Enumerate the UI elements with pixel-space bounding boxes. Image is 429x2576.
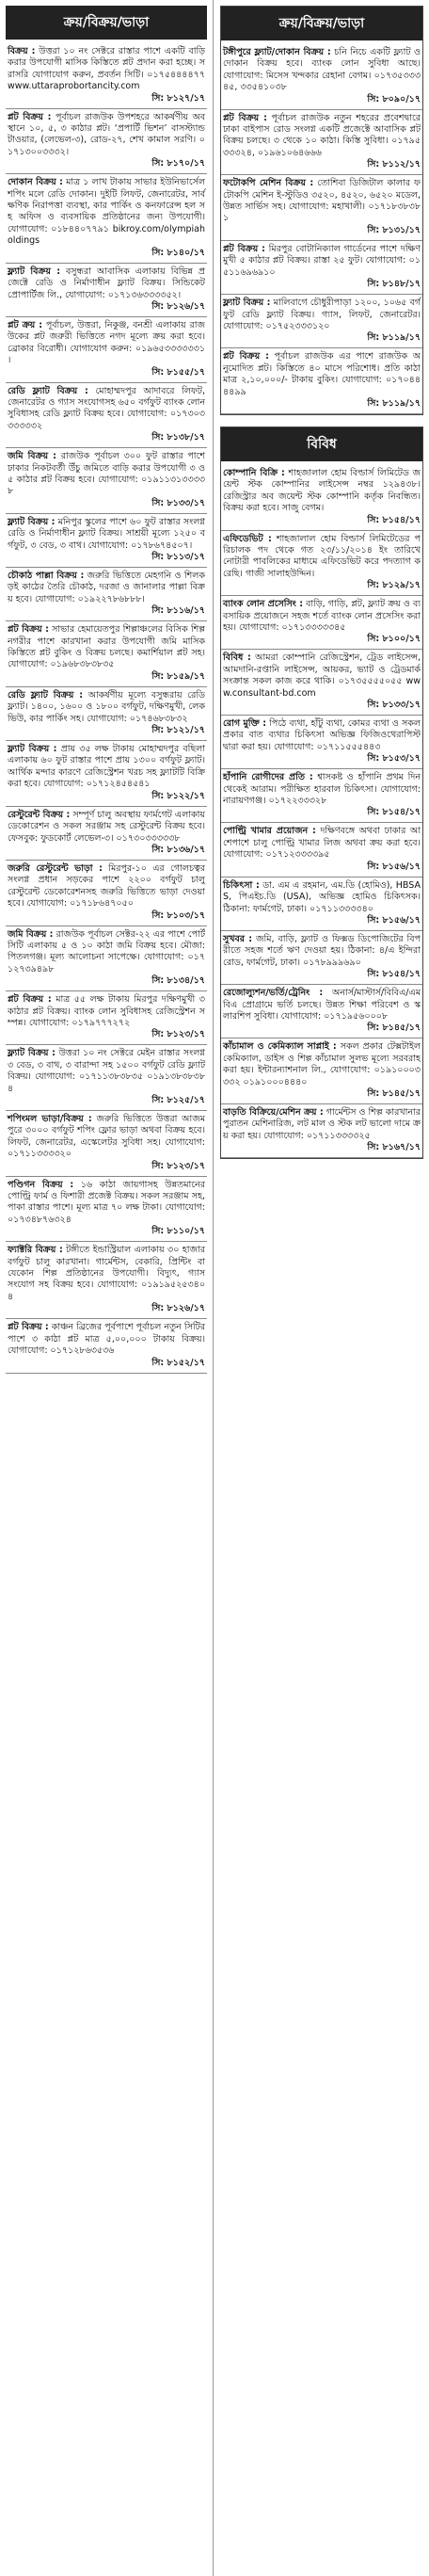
ad-text: সকল প্রকার টেক্সটাইল কেমিক্যাল, ডাইস ও শিল্প কাঁচামাল সুলভ মূল্যে সরবরাহ করা হয়। ইন্টারন্যাশনাল লি., যোগাযোগ: ০১৯১০০০৩৩৩২ ০১৯১০০০৪৪৪০ (223, 1041, 421, 1087)
ad-text: মনিপুর স্কুলের পাশে ৬০ ফুট রাস্তার সংলগ্ন রেডি ও নির্মাণাধীন ফ্ল্যাট বিক্রয়। সাশ্রয়ী মূল্যে ১২৫০ বর্গফুট, ৩ বেড, ৩ বাথ। যোগাযোগ: ০১৭৮৬৭৪৫০৭। (8, 516, 205, 551)
ad-text: উত্তরা ১০ নং সেক্টরে মেইন রাস্তার সংলগ্ন ৩ বেড, ৩ বাথ, ৩ বারান্দা সহ ১৫০০ বর্গফুট রেডি ফ্ল্যাট বিক্রয়। যোগাযোগ: ০১৭১১৩৮৩৮৩৫ ০১৯১৩৮৩৮৩৮৪ (8, 1048, 205, 1094)
ad-body (223, 298, 421, 332)
right-bottom-box (220, 427, 423, 1159)
ad-keyword: ব্যাংক লোন প্রসেসিং : (223, 599, 304, 610)
ad-text: জমি, বাড়ি, ফ্ল্যাট ও ফিক্সড ডিপোজিটের বিপরীতে সহজ শর্তে ঋণ দেওয়া হয়। ঠিকানা: ৪/এ ইন্দিরা রোড, ফার্মগেট, ঢাকা। ০১৭৮৯৯৯৬৯০ (223, 933, 421, 968)
ad-body (223, 988, 421, 1022)
ad-code: সি: ৮১১৯/১৭ (367, 332, 421, 344)
column-divider (213, 0, 214, 2576)
ad-keyword: রেস্টুরেন্ট বিক্রয় : (8, 809, 71, 820)
ad-code: সি: ৮১৫৪/১৭ (367, 969, 421, 980)
ad-keyword: পোল্ট্রি খামার প্রয়োজন : (223, 826, 316, 837)
ad-body (8, 266, 205, 301)
ad-keyword: ফ্যাক্টরি বিক্রয় : (8, 1245, 63, 1256)
ad-code: সি: ৮১২৬/১৭ (151, 300, 205, 312)
ad-body (223, 718, 421, 753)
classified-ad (221, 596, 422, 650)
ad-code: সি: ৮১৩৬/১৭ (151, 844, 205, 855)
classified-ad (221, 650, 422, 716)
ad-body (223, 826, 421, 861)
ad-text: পূর্বাচল, উত্তরা, নিকুঞ্জ, বনশ্রী এলাকায় রাজউকের প্লট জরুরী ভিত্তিতে নগদ মূল্যে ক্রয় করা হবে। ব্রোকার বিরোধী। যোগাযোগ করুন: ০১৯৬৫৩৩৩৩৩৩১। (8, 319, 205, 366)
classified-ad (221, 110, 422, 176)
classified-ad (6, 514, 207, 568)
classified-ad (6, 1319, 207, 1373)
ad-code: সি: ৮১১২/১৭ (367, 159, 421, 170)
classified-ad (221, 1104, 422, 1158)
ad-code: সি: ৮১৫৬/১৭ (367, 861, 421, 872)
ad-text: ডা. এম এ রহমান, এম.ডি (হোমিও), HBSAS, পিএইচ.ডি (USA), অভিজ্ঞ হোমিও চিকিৎসক। ঠিকানা: ফার্মগেট, ঢাকা। ০১৭১১৩৩৩৩৪০ (223, 879, 421, 914)
classified-ad (221, 877, 422, 931)
ad-keyword: বিক্রয় : (8, 46, 36, 56)
ad-code: সি: ৮১৫৫/১৭ (151, 366, 205, 378)
ad-body (223, 351, 421, 398)
classified-ad (6, 43, 207, 109)
ad-keyword: ফ্ল্যাট বিক্রয় : (8, 266, 60, 277)
ad-text: শাহজালাল হোম বিল্ডার্স লিমিটেডের পরিচালক পদ থেকে গত ২৩/১১/২০১৪ ইং তারিখে নোটারী পাবলিকের মাধ্যমে এফিডেভিট করে পদত্যাগ করেছি। গাজী সালাহউদ্দিন। (223, 533, 421, 579)
ad-text: পূর্বাচল রাজউক নতুন শহরের প্রবেশদ্বারে ঢাকা বাইপাস রোড সংলগ্ন একটি প্রজেক্টে আবাসিক প্লট বিক্রয় চলছে। ৩ থেকে ১০ কাঠা। কিস্তি সুবিধা। ০১৭৯৫৩৩৩২৪, ০১৯৬১০৬৪৬৬৬ (223, 112, 421, 158)
ad-body (223, 178, 421, 225)
classified-ad (6, 807, 207, 861)
ad-keyword: প্লট বিক্রয় : (223, 112, 267, 123)
classified-ad (221, 769, 422, 823)
classified-ad (6, 264, 207, 317)
ad-code: সি: ৮১৩৩/১৭ (367, 700, 421, 711)
ad-code: সি: ৮১৩১/১৭ (367, 224, 421, 235)
ad-text: রাজউক পূর্বাচল সেক্টর-২২ এর পাশে পোর্ট সিটি এলাকায় ৫ ও ১০ কাঠা জমি বিক্রয় হবে। মৌজা: পিতলগঞ্জ। মূল্য আলোচনা সাপেক্ষে। যোগাযোগ: ০১৭১২৭৩৯৪৯৮ (8, 928, 206, 974)
ad-text: মিরপুর-১০ এর গোলচত্বর সংলগ্ন প্রধান সড়কের পাশে ২২০০ বর্গফুট চালু রেস্টুরেন্ট ডেকোরেশনসহ জরুরি ভিত্তিতে ভাড়া দেওয়া হবে। যোগাযোগ: ০১৭১৮৬৪৭০৫০ (8, 862, 205, 910)
ad-body (8, 1180, 205, 1227)
classified-ad (6, 174, 207, 263)
ad-text: শাহজালাল হোম বিল্ডার্স লিমিটেড জয়েন্ট স্টক কোম্পানির লাইসেন্স নম্বর ১২৯৪৩৮। রেজিস্ট্রার অব জয়েন্ট স্টক কোম্পানি কর্তৃক নিবন্ধিত। বিক্রয় করা হবে। সাজু বেগম। (223, 467, 421, 514)
ad-code: সি: ৮১২৩/১৭ (151, 1029, 205, 1040)
ad-code: সি: ৮১৫২/১৭ (151, 1357, 205, 1368)
ad-code: সি: ৮১২২/১৭ (151, 790, 205, 801)
ad-body (8, 624, 205, 671)
ad-keyword: প্লট বিক্রয় : (8, 111, 52, 122)
ad-body (8, 112, 205, 159)
ad-code: সি: ৮১০০/১৭ (367, 634, 421, 645)
ad-keyword: বিবিধ : (223, 652, 251, 664)
right-column (220, 6, 423, 1159)
classified-ad (221, 531, 422, 597)
ad-text: প্রায় ৩৫ লক্ষ টাকায় মোহাম্মদপুর বছিলা এলাকায় ৬০ ফুট রাস্তার পাশে প্রায় ১৩০০ বর্গফুট ফ্ল্যাট। আর্থিক মন্দার কারণে রেজিস্ট্রেশন খরচ সহ ফ্ল্যাটটি বিক্রি করা হবে। যোগাযোগ: ০১৭১২৪৫৪৫৪১ (8, 744, 205, 790)
ad-text: কাঞ্চন ব্রিজের পূর্বপাশে পূর্বাচল নতুন সিটির পাশে ৩ কাঠা প্লট মাত্র ৫,০০,০০০ টাকায় বিক্রয়। যোগাযোগ: ০১৭১২৮৬৩৫৩৬ (8, 1322, 205, 1357)
classified-ad (6, 109, 207, 175)
spacer (220, 415, 423, 427)
ad-keyword: জমি বিক্রয় : (8, 928, 54, 940)
ad-body (223, 468, 421, 515)
ad-text: জরুরি ভিত্তিতে উত্তরা আজমপুরে ৩০০০ বর্গফুট শপিং ফ্লোর ভাড়া অথবা বিক্রয় হবে। লিফট, জেনারেটর, এস্কেলেটর সুবিধা সহ। যোগাযোগ: ০১৭১১৩৩৩৩২০ (8, 1114, 206, 1160)
ad-text: বাড়ি, গাড়ি, প্লট, ফ্ল্যাট ক্রয় ও ব্যবসায়িক প্রয়োজনে সহজ শর্তে ব্যাংক লোন প্রসেসিং করা হয়। যোগাযোগ: ০১৭১৩৩৩৩৩৪৫ (223, 599, 421, 633)
ad-body (8, 451, 205, 498)
classified-ad (6, 448, 207, 514)
ad-body (8, 46, 205, 93)
ad-body (223, 880, 421, 915)
ad-body (8, 177, 205, 247)
ad-body (8, 744, 205, 791)
ad-code: সি: ৮১৪৮/১৭ (367, 279, 421, 290)
section-title-buy-sell-rent-right: ক্রয়/বিক্রয়/ভাড়া (221, 7, 422, 40)
ad-text: জরুরি ভিত্তিতে মেহগনি ও শিলকড়ই কাঠের তৈরি চৌকাঠ, দরজা ও জানালার পাল্লা বিক্রয় হবে। যোগাযোগ: ০১৯২২৭৮৬৮৮৮। (8, 571, 205, 604)
ad-code: সি: ৮১২৭/১৭ (151, 92, 205, 104)
ad-code: সি: ৮১১৯/১৭ (367, 397, 421, 409)
ad-keyword: রোগ মুক্তি : (223, 718, 266, 730)
ad-body (223, 534, 421, 581)
section-title-buy-sell-rent: ক্রয়/বিক্রয়/ভাড়া (6, 6, 207, 40)
ad-keyword: ফটোকপি মেশিন বিক্রয় : (223, 178, 314, 189)
ad-body (8, 320, 205, 367)
right-top-box (220, 6, 423, 415)
classified-ad (6, 1045, 207, 1111)
ad-code: সি: ৮১৫৪/১৭ (367, 514, 421, 525)
ad-body (8, 386, 205, 433)
ad-text: উত্তরা ১০ নং সেক্টরে রাস্তার পাশে একটি বাড়ি করার উপযোগী মাসিক কিস্তিতে প্লট প্রদান করা হচ্ছে। সরাসরি যোগাযোগ করুন, প্রবর্তন সিটি। ০১৭৫৪৪৪৪৭৭ www.uttaraprobortancity.com (8, 46, 205, 92)
left-ads-list (6, 43, 207, 1374)
ad-keyword: প্লট বিক্রয় : (8, 624, 49, 636)
classified-ad (221, 295, 422, 348)
ad-keyword: প্লট বিক্রয় : (8, 1322, 49, 1333)
ad-body (223, 113, 421, 160)
ad-keyword: হাঁপানি রোগীদের প্রতি : (223, 772, 313, 783)
classified-ad (221, 716, 422, 769)
ad-keyword: ফ্ল্যাট বিক্রয় : (223, 298, 271, 309)
ad-body (8, 1245, 205, 1303)
ad-keyword: শপিংমল ভাড়া/বিক্রয় : (8, 1114, 92, 1124)
classified-ad (221, 931, 422, 985)
right-top-ads-list (221, 44, 422, 414)
section-title-miscellaneous: বিবিধ (221, 427, 422, 461)
ad-keyword: প্লট বিক্রয় : (223, 243, 265, 254)
ad-code: সি: ৮১১৬/১৭ (151, 605, 205, 617)
ad-body (223, 934, 421, 969)
ad-keyword: দোকান বিক্রয় : (8, 177, 63, 188)
ad-code: সি: ৮১২৬/১৭ (151, 1303, 205, 1314)
ad-keyword: টঙ্গীপুরে ফ্ল্যাট/দোকান বিক্রয় : (223, 47, 331, 57)
ad-keyword: প্লট বিক্রয় : (8, 994, 52, 1006)
classified-ad (6, 1177, 207, 1243)
ad-text: গার্মেন্টস ও শিল্প কারখানার পুরাতন মেশিনারিজ, লট মাল ও স্টক লট ভালো দামে ক্রয় করা হয়। যোগাযোগ: ০১৭১১৩৩৩৩২৫ (223, 1106, 421, 1141)
ad-text: আকর্ষণীয় মূল্যে বসুন্ধরায় রেডি ফ্ল্যাট। ১৪০০, ১৬০০ ও ১৮০০ বর্গফুট, দক্ষিণমুখী, লেকভিউ, কার পার্কিং সহ। যোগাযোগ: ০১৭৪৬৮৩৮৩২ (8, 689, 205, 724)
left-column (6, 6, 207, 1374)
ad-keyword: কোম্পানি বিক্রি : (223, 467, 285, 478)
ad-keyword: ফ্ল্যাট বিক্রয় : (8, 1048, 56, 1059)
ad-text: তোশিবা ডিজিটাল কালার ফটোকপি মেশিন ই-স্টুডিও ৩৫২০, ৪৫২০, ৬৫২০ মডেল, উন্নত সার্ভিস সহ। যোগাযোগ: মহাখালী। ০১৭১৮৩৮৩৮১ (223, 178, 421, 224)
classified-ad (6, 383, 207, 449)
ad-body (8, 571, 205, 605)
ad-text: মিরপুর বোটানিক্যাল গার্ডেনের পাশে দক্ষিণমুখী ৫ কাঠার প্লট বিক্রয়। রাস্তা ২৫ ফুট। যোগাযোগ: ০১৫১১৬৯৬৯১০ (223, 243, 421, 278)
classified-ad (6, 568, 207, 621)
ad-text: রাজউক পূর্বাচল ৩০০ ফুট রাস্তার পাশে ঢাকার নিকটবর্তী উঁচু জমিতে বাড়ি করার উপযোগী ৩ ও ৫ কাঠার প্লট বিক্রয় হবে। যোগাযোগ: ০১৯১১৩১৩৩৩৩৮ (8, 451, 206, 497)
ad-keyword: সুখবর : (223, 933, 253, 944)
ad-code: সি: ৮১১০/১৭ (151, 1226, 205, 1237)
ad-code: সি: ৮১৪৫/১৭ (367, 1087, 421, 1099)
ad-body (8, 1048, 205, 1095)
ad-keyword: চিকিৎসা : (223, 879, 260, 891)
ad-body (223, 47, 421, 94)
ad-body (223, 1107, 421, 1142)
ad-body (8, 994, 205, 1029)
classified-ad (6, 741, 207, 807)
ad-body (8, 1114, 205, 1161)
ad-text: সাভার হেমায়েতপুর শিল্পাঞ্চলের বিসিক শিল্প নগরীর পাশে কারখানা করার উপযোগী জমি মাসিক কিস্তিতে প্লট বুকিং ও বিক্রয় চলছে। কমার্শিয়াল প্লট সহ। যোগাযোগ: ০১৯৬৮৩৮৩৮৩৫ (8, 624, 205, 670)
classified-ad (6, 991, 207, 1045)
ad-keyword: রেডি ফ্ল্যাট বিক্রয় : (8, 689, 84, 700)
ad-keyword: প্লট বিক্রয় : (223, 351, 269, 362)
ad-code: সি: ৮১৩৩/১৭ (151, 497, 205, 508)
ad-code: সি: ৮১৫৩/১৭ (367, 753, 421, 765)
ad-keyword: জমি বিক্রয় : (8, 451, 56, 462)
ad-code: সি: ৮১৫৬/১৭ (367, 914, 421, 926)
ad-text: সম্পূর্ণ চালু অবস্থায় ফার্মগেট এলাকায় ডেকোরেশন ও সকল সরঞ্জাম সহ রেস্টুরেন্ট বিক্রয় হবে। ফেসবুক: ফুডকোর্ট লেভেল-৩। ০১৭৩০৩৩৩৩৩৮ (8, 809, 205, 844)
ad-keyword: ফ্ল্যাট বিক্রয় : (8, 516, 56, 527)
ad-text: দক্ষিণবঙ্গে অথবা ঢাকার আশেপাশে চালু পোল্ট্রি খামার লিজ অথবা ক্রয় করা হবে। যোগাযোগ: ০১৭১২৩৩৩৩৯৫ (223, 826, 421, 861)
classified-ad (6, 687, 207, 741)
ad-body (223, 772, 421, 807)
ad-code: সি: ৮১০৩/১৭ (151, 910, 205, 921)
ad-code: সি: ৮১২৫/১৭ (151, 1095, 205, 1105)
ad-body (223, 244, 421, 279)
classified-ad (6, 926, 207, 992)
classified-ad (6, 621, 207, 687)
ad-keyword: বাড়তি বিক্রিয়ে/মেশিন ক্রয় : (223, 1106, 324, 1118)
ad-keyword: ফ্ল্যাট বিক্রয় : (8, 744, 57, 755)
ad-text: পূর্বাচল রাজউক এর পাশে রাজউক অনুমোদিত প্লট। কিস্তিতে ৪০ মাসে পরিশোধ। প্রতি কাঠা মাত্র ২,১০,০০০/- টাকায় বুকিং। যোগাযোগ: ০১৭০৪৪৪৪৯৯ (223, 351, 421, 397)
ad-code: সি: ৮১৩৪/১৭ (151, 975, 205, 987)
ad-keyword: রেডি ফ্ল্যাট বিক্রয় : (8, 385, 88, 396)
classified-ad (221, 1038, 422, 1104)
ad-text: মাত্র ১ লাখ টাকায় সাভার ইউনিভার্সেল শপিং মলে রেডি দোকান। দুইটি লিফট, জেনারেটর, সার্বক্ষণিক নিরাপত্তা ব্যবস্থা, কার পার্কিং ও কনফারেন্স হল সহ অফিস ও ব্যবসায়িক প্রতিষ্ঠানের জন্য উপযোগী। যোগাযোগ: ০১৮৪৪০৭৭৯১ bikroy.com/olympiaholdings (8, 177, 205, 247)
ad-code: সি: ৮১৬৭/১৭ (367, 1142, 421, 1153)
ad-text: মাত্র ৫৫ লক্ষ টাকায় মিরপুর দক্ষিণমুখী ৩ কাঠার প্লট বিক্রয়। ব্যাংক লোন সুবিধাসহ রেজিস্ট্রেশন সম্পন্ন। যোগাযোগ: ০১৭৯৭৭৭২৭২ (8, 994, 205, 1028)
ad-code: সি: ৮১৪০/১৭ (151, 247, 205, 258)
ad-keyword: এফিডেভিট : (223, 533, 272, 544)
ad-text: বসুন্ধরা আবাসিক এলাকায় বিভিন্ন প্রজেক্টে রেডি ও নির্মাণাধীন ফ্ল্যাট বিক্রয়। সিন্ডিকেট প্রোপার্টিজ লি., যোগাযোগ: ০১৭১৩৬৩৩৩৩৫২। (8, 266, 205, 300)
ad-body (8, 517, 205, 552)
ad-body (223, 652, 421, 700)
ad-keyword: পণ্ডিগন বিক্রয় : (8, 1179, 74, 1190)
ad-body (8, 690, 205, 725)
ad-text: ১৬ কাঠা জায়গাসহ উন্নতমানের পোল্ট্রি ফার্ম ও ফিশারী প্রজেক্ট বিক্রয়। সকল সরঞ্জাম সহ, পাকা রাস্তার পাশে। মূল্য মাত্র ৭০ লক্ষ টাকা। যোগাযোগ: ০১৭৩৪৮৭৬৩২৪ (8, 1179, 205, 1225)
classified-ad (221, 175, 422, 241)
ad-body (223, 599, 421, 634)
ad-keyword: প্লট ক্রয় : (8, 319, 43, 330)
ad-body (8, 1322, 205, 1357)
ad-body (8, 929, 205, 976)
ad-text: মালিবাগে চৌধুরীপাড়া ১২০০, ১০৬৫ বর্গফুট রেডি ফ্ল্যাট বিক্রয়। গ্যাস, লিফট, জেনারেটর। যোগাযোগ: ০১৭৫২৩৩৩১২০ (223, 298, 421, 331)
ad-code: সি: ৮০৯০/১৭ (367, 93, 421, 105)
ad-code: সি: ৮১৪৫/১৭ (367, 1022, 421, 1034)
ad-keyword: জরুরি রেস্টুরেন্ট ভাড়া : (8, 862, 103, 874)
ad-code: সি: ৮১১৩/১৭ (151, 552, 205, 562)
ad-text: পিঠে ব্যথা, হাঁটু ব্যথা, কোমর ব্যথা ও সকল প্রকার বাত ব্যথার চিকিৎসা অভিজ্ঞ ফিজিওথেরাপিস্ট দ্বারা করা হয়। যোগাযোগ: ০১৭১১৫৫৫৪৪৩ (223, 718, 421, 752)
classified-ad (221, 241, 422, 295)
ad-keyword: রেজোল্যুশন/ভর্তি/ট্রেনিং : (223, 988, 324, 999)
ad-text: আমরা কোম্পানি রেজিস্ট্রেশন, ট্রেড লাইসেন্স, আমদানি-রপ্তানি লাইসেন্স, আয়কর, ভ্যাট ও ট্রেডমার্ক সংক্রান্ত সকল কাজ করে থাকি। ০১৭৩৫৫৫৫০৫৫ www.consultant-bd.com (223, 652, 421, 699)
ad-text: শ্বাসকষ্ট ও হাঁপানি প্রথম দিন থেকেই আরাম। পরীক্ষিত হারবাল চিকিৎসা। যোগাযোগ: নারায়ণগঞ্জ। ০১৭২২৩৩৩২৮ (223, 772, 421, 807)
classified-ad (6, 861, 207, 926)
ad-text: টঙ্গীতে ইন্ডাস্ট্রিয়াল এলাকায় ৩০ হাজার বর্গফুট চালু কারখানা। গার্মেন্টস, বেকারি, প্রিন্টিং বা যেকোন শিল্প প্রতিষ্ঠানের উপযোগী। বিদ্যুৎ, গ্যাস সংযোগ সহ বিক্রয় হবে। যোগাযোগ: ০১৯১৯৫২৫৩৪০৪ (8, 1245, 205, 1302)
ad-text: মোহাম্মদপুর আদাবরে লিফট, জেনারেটর ও গ্যাস সংযোগসহ ৬৫০ বর্গফুট ব্যাংক লোন সুবিধাসহ রেডি ফ্ল্যাট বিক্রয় হবে। যোগাযোগ: ০১৭৩০৩৩৩৩৩৩২ (8, 385, 206, 431)
ad-code: সি: ৮১৭০/১৭ (151, 158, 205, 169)
ad-code: সি: ৮১৫৯/১৭ (151, 670, 205, 682)
ad-text: চনি নিচে একটি ফ্ল্যাট ও দোকান বিক্রয় হবে। ব্যাংক লোন সুবিধা আছে। যোগাযোগ: মিসেস খন্দকার রেহানা বেগম। ০১৭৩৫৩৩৩৪৫, ৩৩৫৪১০৩৮ (223, 47, 421, 93)
ad-body (223, 1041, 421, 1088)
right-bottom-ads-list (221, 465, 422, 1158)
ad-keyword: কাঁচামাল ও কেমিক্যাল সাপ্লাই : (223, 1041, 337, 1053)
classified-ad (6, 317, 207, 383)
classified-ad (221, 348, 422, 414)
ad-code: সি: ৮১২১/১৭ (151, 725, 205, 736)
ad-body (8, 810, 205, 845)
ad-code: সি: ৮১৫৪/১৭ (367, 807, 421, 818)
classified-ad (221, 985, 422, 1038)
ad-code: সি: ৮১২৩/১৭ (151, 1160, 205, 1171)
ad-text: পূর্বাচল রাজউক উপশহরে আকর্ষণীয় অবস্থানে ১০, ৫, ৩ কাঠার প্লট। ‘প্রপার্টি ভিশন’ বাসস্ট্যান্ড টাওয়ার, (লেভেল-৩), রোড-২৭, শেখ কামাল সরণি। ০১৭১৩০০৩৩৩২। (8, 111, 205, 157)
ad-code: সি: ৮১৩৮/১৭ (151, 432, 205, 443)
classified-ad (6, 1111, 207, 1177)
ad-body (8, 863, 205, 910)
ad-keyword: চৌকাঠ পাল্লা বিক্রয় : (8, 571, 85, 581)
classified-ad (221, 823, 422, 877)
classified-ad (221, 44, 422, 110)
classified-ad (221, 465, 422, 531)
classified-ad (6, 1242, 207, 1319)
ad-text: অনার্স/মাস্টার্স/বিবিএ/এমবিএ প্রোগ্রামে ভর্তি চলছে। উন্নত শিক্ষা পরিবেশ ও স্কলারশিপ সুবিধা। যোগাযোগ: ০১৭১৯৫৬০০০৮ (223, 988, 421, 1022)
ad-code: সি: ৮১২৯/১৭ (367, 580, 421, 591)
